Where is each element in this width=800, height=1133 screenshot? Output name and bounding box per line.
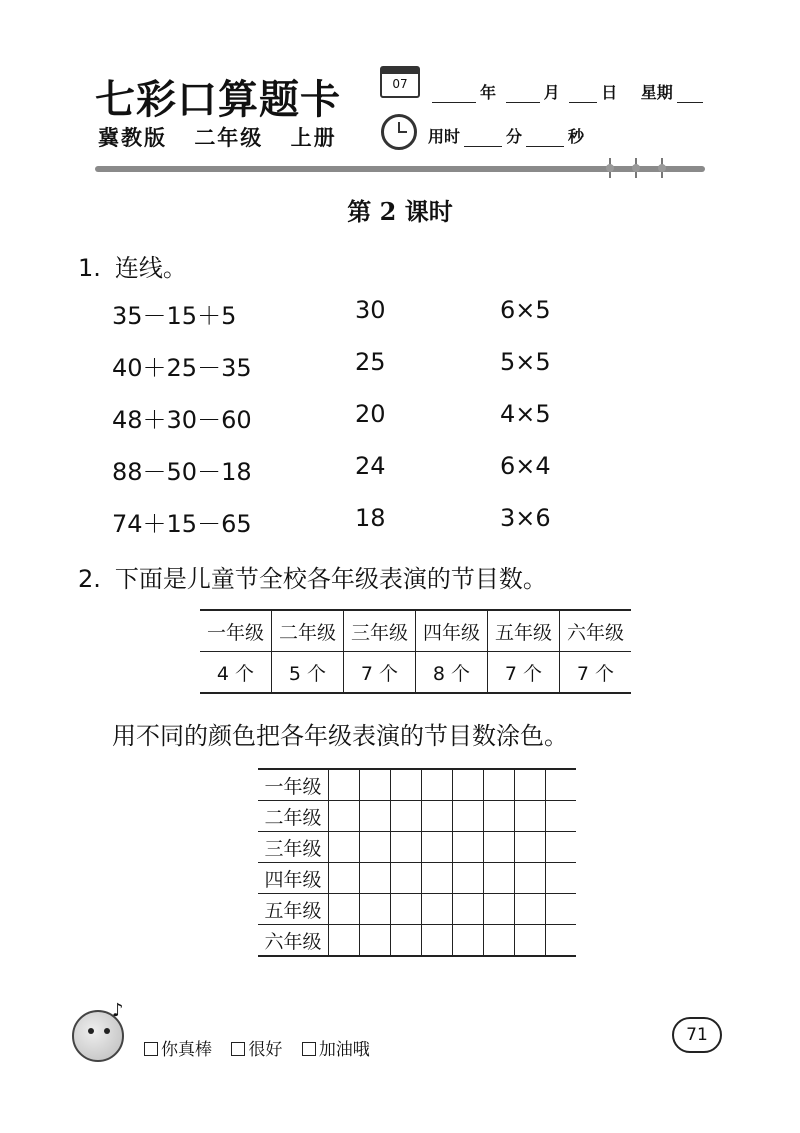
grid-cell[interactable] <box>391 769 422 801</box>
mascot-eye-icon <box>88 1028 94 1034</box>
grid-cell[interactable] <box>329 894 360 925</box>
count-cell: 7 个 <box>560 652 632 694</box>
rating-option[interactable] <box>231 1040 282 1060</box>
rating-option[interactable] <box>302 1040 370 1060</box>
grid-cell[interactable] <box>453 863 484 894</box>
grid-cell[interactable] <box>515 894 546 925</box>
expression-item[interactable]: 35－15＋5 <box>112 302 237 330</box>
grid-cell[interactable] <box>391 894 422 925</box>
count-cell: 4 个 <box>200 652 272 694</box>
grid-cell[interactable] <box>329 801 360 832</box>
expression-item[interactable]: 88－50－18 <box>112 458 252 486</box>
checkbox-icon[interactable] <box>302 1042 316 1056</box>
grid-row <box>258 769 576 801</box>
question-number: 1. <box>78 254 101 282</box>
grid-row-label: 四年级 <box>258 863 329 894</box>
count-cell: 7 个 <box>344 652 416 694</box>
grid-row <box>258 863 576 894</box>
grid-cell[interactable] <box>391 863 422 894</box>
time-used-label: 用时 <box>428 127 461 146</box>
grid-cell[interactable] <box>515 863 546 894</box>
lesson-title: 第 2 课时 <box>347 197 453 226</box>
year-blank[interactable] <box>432 88 476 103</box>
grid-cell[interactable] <box>515 801 546 832</box>
grid-cell[interactable] <box>484 863 515 894</box>
edition-publisher: 冀教版 <box>98 126 167 150</box>
page-number: 71 <box>672 1017 722 1053</box>
edition-line <box>98 122 355 152</box>
grid-cell[interactable] <box>329 863 360 894</box>
grid-cell[interactable] <box>546 832 577 863</box>
grid-row-label: 六年级 <box>258 925 329 957</box>
pin-icon <box>606 158 614 178</box>
grid-cell[interactable] <box>546 925 577 957</box>
count-cell: 5 个 <box>272 652 344 694</box>
grade-header: 二年级 <box>272 610 344 652</box>
grid-cell[interactable] <box>484 894 515 925</box>
value-item[interactable]: 30 <box>355 296 386 324</box>
music-note-icon: ♪ <box>112 1000 124 1021</box>
pin-icon <box>632 158 640 178</box>
product-item[interactable]: 6×5 <box>500 296 551 324</box>
day-label: 日 <box>601 83 618 102</box>
grid-cell[interactable] <box>546 801 577 832</box>
clock-icon <box>381 114 417 150</box>
grid-cell[interactable] <box>453 801 484 832</box>
grid-cell[interactable] <box>329 832 360 863</box>
grade-header: 五年级 <box>488 610 560 652</box>
seconds-blank[interactable] <box>526 132 564 147</box>
grid-row-label: 一年级 <box>258 769 329 801</box>
question-number: 2. <box>78 565 101 593</box>
grid-cell[interactable] <box>515 925 546 957</box>
edition-volume: 上册 <box>290 126 337 150</box>
grid-cell[interactable] <box>422 769 453 801</box>
grade-header: 四年级 <box>416 610 488 652</box>
grid-row-label: 三年级 <box>258 832 329 863</box>
product-item[interactable]: 3×6 <box>500 504 551 532</box>
minutes-blank[interactable] <box>464 132 502 147</box>
product-item[interactable]: 4×5 <box>500 400 551 428</box>
grid-cell[interactable] <box>515 769 546 801</box>
grid-cell[interactable] <box>360 894 391 925</box>
grid-cell[interactable] <box>484 832 515 863</box>
mascot-eye-icon <box>104 1028 110 1034</box>
grid-row <box>258 894 576 925</box>
rating-label: 你真棒 <box>161 1040 212 1060</box>
question-2 <box>78 559 547 594</box>
grid-cell[interactable] <box>453 894 484 925</box>
value-item[interactable]: 20 <box>355 400 386 428</box>
grid-cell[interactable] <box>391 925 422 957</box>
grid-cell[interactable] <box>453 925 484 957</box>
weekday-label: 星期 <box>640 83 673 102</box>
grid-cell[interactable] <box>484 925 515 957</box>
grid-cell[interactable] <box>422 832 453 863</box>
seconds-label: 秒 <box>568 127 585 146</box>
month-blank[interactable] <box>506 88 540 103</box>
grid-cell[interactable] <box>329 925 360 957</box>
self-rating <box>144 1035 384 1060</box>
year-label: 年 <box>480 83 497 102</box>
grid-cell[interactable] <box>422 863 453 894</box>
logo-title: 七彩口算题卡 <box>95 76 341 123</box>
pin-icon <box>658 158 666 178</box>
grade-header: 一年级 <box>200 610 272 652</box>
product-item[interactable]: 6×4 <box>500 452 551 480</box>
rating-label: 很好 <box>248 1040 283 1060</box>
grid-row <box>258 925 576 957</box>
expression-item[interactable]: 40＋25－35 <box>112 354 252 382</box>
grid-cell[interactable] <box>546 769 577 801</box>
checkbox-icon[interactable] <box>231 1042 245 1056</box>
grid-row-label: 二年级 <box>258 801 329 832</box>
grid-cell[interactable] <box>484 769 515 801</box>
grid-cell[interactable] <box>391 801 422 832</box>
table-row <box>200 652 631 694</box>
grid-cell[interactable] <box>360 769 391 801</box>
value-item[interactable]: 24 <box>355 452 386 480</box>
minutes-label: 分 <box>506 127 523 146</box>
calendar-number: 07 <box>392 77 408 91</box>
grid-cell[interactable] <box>453 769 484 801</box>
expression-item[interactable]: 48＋30－60 <box>112 406 252 434</box>
value-item[interactable]: 25 <box>355 348 386 376</box>
time-fill-line <box>428 124 584 147</box>
grid-row-label: 五年级 <box>258 894 329 925</box>
coloring-grid <box>258 768 576 957</box>
grid-cell[interactable] <box>360 863 391 894</box>
edition-grade: 二年级 <box>194 126 264 150</box>
date-fill-line <box>428 80 707 103</box>
month-label: 月 <box>543 83 560 102</box>
grade-header: 六年级 <box>560 610 632 652</box>
rating-option[interactable] <box>144 1040 212 1060</box>
rating-label: 加油哦 <box>318 1040 370 1060</box>
grid-cell[interactable] <box>484 801 515 832</box>
product-item[interactable]: 5×5 <box>500 348 551 376</box>
grid-cell[interactable] <box>422 894 453 925</box>
question-prompt: 连线。 <box>114 254 187 282</box>
weekday-blank[interactable] <box>677 88 703 103</box>
grid-row <box>258 832 576 863</box>
grid-cell[interactable] <box>546 863 577 894</box>
coloring-instruction: 用不同的颜色把各年级表演的节目数涂色。 <box>112 722 568 750</box>
question-prompt: 下面是儿童节全校各年级表演的节目数。 <box>114 565 547 593</box>
program-count-table <box>200 609 631 694</box>
count-cell: 7 个 <box>488 652 560 694</box>
table-header-row <box>200 610 631 652</box>
grade-header: 三年级 <box>344 610 416 652</box>
grid-cell[interactable] <box>453 832 484 863</box>
grid-cell[interactable] <box>360 925 391 957</box>
value-item[interactable]: 18 <box>355 504 386 532</box>
day-blank[interactable] <box>569 88 597 103</box>
checkbox-icon[interactable] <box>144 1042 158 1056</box>
grid-cell[interactable] <box>515 832 546 863</box>
grid-cell[interactable] <box>422 801 453 832</box>
question-1 <box>78 248 187 283</box>
expression-item[interactable]: 74＋15－65 <box>112 510 252 538</box>
grid-cell[interactable] <box>422 925 453 957</box>
count-cell: 8 个 <box>416 652 488 694</box>
grid-cell[interactable] <box>391 832 422 863</box>
grid-cell[interactable] <box>360 832 391 863</box>
grid-cell[interactable] <box>360 801 391 832</box>
grid-cell[interactable] <box>329 769 360 801</box>
grid-row <box>258 801 576 832</box>
calendar-icon <box>380 66 420 98</box>
grid-cell[interactable] <box>546 894 577 925</box>
